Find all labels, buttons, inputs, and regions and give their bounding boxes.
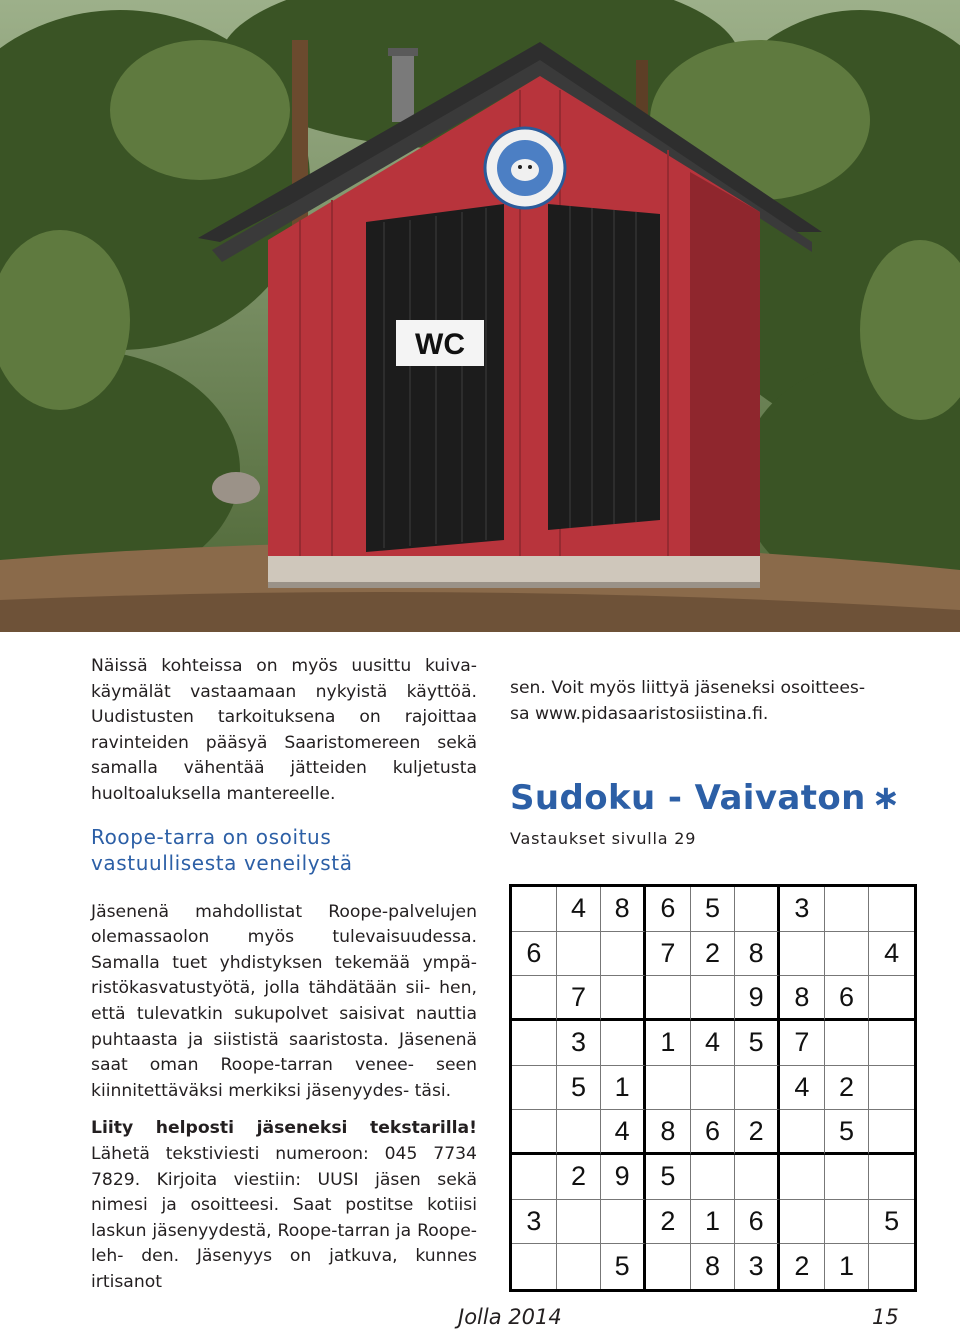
membership-paragraph: Jäsenenä mahdollistat Roope-palvelujen olemassaolon myös tulevaisuudessa. Samalla tuet yhdistyksen tekemää ympä- ristökasvatustyötä, jolla tähdätään sii- hen, että tulevatkin sukupolvet saisivat nauttia puhtaasta ja siististä saaristosta. Jäsenenä saat oman Roope-tarran venee- seen kiinnitettäväksi merkiksi jäsenyydes- täsi. [91,901,477,1101]
sudoku-cell: 8 [780,976,825,1021]
sudoku-cell [825,1155,870,1200]
sudoku-cell [691,976,736,1021]
sudoku-cell [691,1066,736,1111]
sudoku-cell [780,1110,825,1155]
roope-heading [91,824,477,876]
heading-line-2: vastuullisesta veneilystä [91,850,353,875]
sudoku-cell [825,1200,870,1245]
sudoku-cell: 5 [646,1155,691,1200]
sudoku-cell: 7 [780,1021,825,1066]
sudoku-cell [557,1200,602,1245]
sudoku-cell: 5 [691,887,736,932]
sudoku-cell: 4 [869,932,914,977]
sudoku-cell [735,1155,780,1200]
answers-note: Vastaukset sivulla 29 [510,829,697,848]
sms-bold-lead: Liity helposti jäseneksi tekstarilla! [91,1118,477,1139]
intro-paragraph: Näissä kohteissa on myös uusittu kuiva- käymälät vastaamaan nykyistä käyttöä. Uudistusten tarkoituksena on rajoittaa ravinteiden pääsyä Saaristomereen sekä samalla vähentää jätteiden kuljetusta huoltoaluksella mantereelle. [91,656,477,804]
sudoku-cell: 6 [735,1200,780,1245]
sudoku-cell [825,1021,870,1066]
sudoku-cell [825,932,870,977]
sudoku-cell: 2 [825,1066,870,1111]
sudoku-cell: 1 [601,1066,646,1111]
sudoku-cell: 1 [825,1244,870,1289]
sudoku-cell: 2 [735,1110,780,1155]
sudoku-cell: 3 [512,1200,557,1245]
sudoku-cell: 5 [869,1200,914,1245]
sudoku-cell [557,1244,602,1289]
star-icon: ∗ [871,778,901,818]
sudoku-cell: 5 [735,1021,780,1066]
sudoku-cell: 4 [601,1110,646,1155]
heading-line-1: Roope-tarra on osoitus [91,824,332,849]
sudoku-cell [869,1021,914,1066]
sudoku-cell: 2 [780,1244,825,1289]
continuation-text: sen. Voit myös liittyä jäseneksi osoittees- sa www.pidasaaristosiistina.fi. [510,678,866,724]
sudoku-cell [869,887,914,932]
sudoku-cell [780,932,825,977]
sudoku-cell [735,1066,780,1111]
sudoku-cell [601,1021,646,1066]
sudoku-title [510,778,901,818]
sudoku-cell [780,1155,825,1200]
sudoku-cell [869,1110,914,1155]
sms-text: Lähetä tekstiviesti numeroon: 045 7734 7829. Kirjoita viestiin: UUSI jäsen sekä nimesi ja osoitteesi. Saat postitse kotiisi laskun jäsenyydestä, Roope-tarran ja Roope-leh- den. Jäsenyys on jatkuva, kunnes irtisanot [91,1143,477,1292]
sudoku-cell [825,887,870,932]
sudoku-cell [512,887,557,932]
sudoku-cell [869,1066,914,1111]
sudoku-cell [601,976,646,1021]
sudoku-cell [646,976,691,1021]
sudoku-cell: 2 [557,1155,602,1200]
sudoku-cell: 5 [825,1110,870,1155]
sudoku-cell [869,1155,914,1200]
sudoku-cell: 8 [646,1110,691,1155]
sudoku-cell [601,1200,646,1245]
sudoku-cell [512,1066,557,1111]
wc-sign-text: WC [415,328,465,361]
sudoku-cell [735,887,780,932]
sudoku-cell [869,1244,914,1289]
sudoku-cell: 4 [780,1066,825,1111]
sudoku-cell [512,1155,557,1200]
sudoku-cell [691,1155,736,1200]
sudoku-cell: 3 [780,887,825,932]
outhouse-photo [0,0,960,632]
sudoku-cell [601,932,646,977]
sudoku-cell: 7 [646,932,691,977]
sudoku-cell [557,932,602,977]
sudoku-cell [512,1021,557,1066]
sudoku-title-text: Sudoku - Vaivaton [510,778,866,818]
sudoku-cell: 4 [691,1021,736,1066]
left-text-column [91,654,477,1295]
sudoku-cell: 9 [735,976,780,1021]
page-number: 15 [872,1305,899,1329]
sudoku-cell: 7 [557,976,602,1021]
sudoku-grid [509,884,917,1292]
sudoku-cell: 8 [601,887,646,932]
sudoku-cell [557,1110,602,1155]
sudoku-cell: 5 [601,1244,646,1289]
sudoku-cell: 9 [601,1155,646,1200]
sudoku-cell: 1 [691,1200,736,1245]
sudoku-cell: 8 [735,932,780,977]
sudoku-cell: 2 [691,932,736,977]
sudoku-cell [646,1066,691,1111]
sudoku-cell [646,1244,691,1289]
sudoku-cell [869,976,914,1021]
sudoku-cell: 6 [825,976,870,1021]
sudoku-cell: 3 [557,1021,602,1066]
sudoku-cell: 6 [646,887,691,932]
sudoku-cell: 8 [691,1244,736,1289]
sudoku-cell: 6 [512,932,557,977]
sudoku-cell: 3 [735,1244,780,1289]
magazine-name: Jolla 2014 [458,1305,562,1329]
right-text-column [510,676,870,727]
sudoku-cell [512,1110,557,1155]
sudoku-cell: 2 [646,1200,691,1245]
sudoku-cell: 4 [557,887,602,932]
sudoku-cell [512,976,557,1021]
sudoku-cell [780,1200,825,1245]
sms-paragraph [91,1116,477,1295]
sudoku-cell: 1 [646,1021,691,1066]
sudoku-cell [512,1244,557,1289]
sudoku-cell: 6 [691,1110,736,1155]
sudoku-cell: 5 [557,1066,602,1111]
